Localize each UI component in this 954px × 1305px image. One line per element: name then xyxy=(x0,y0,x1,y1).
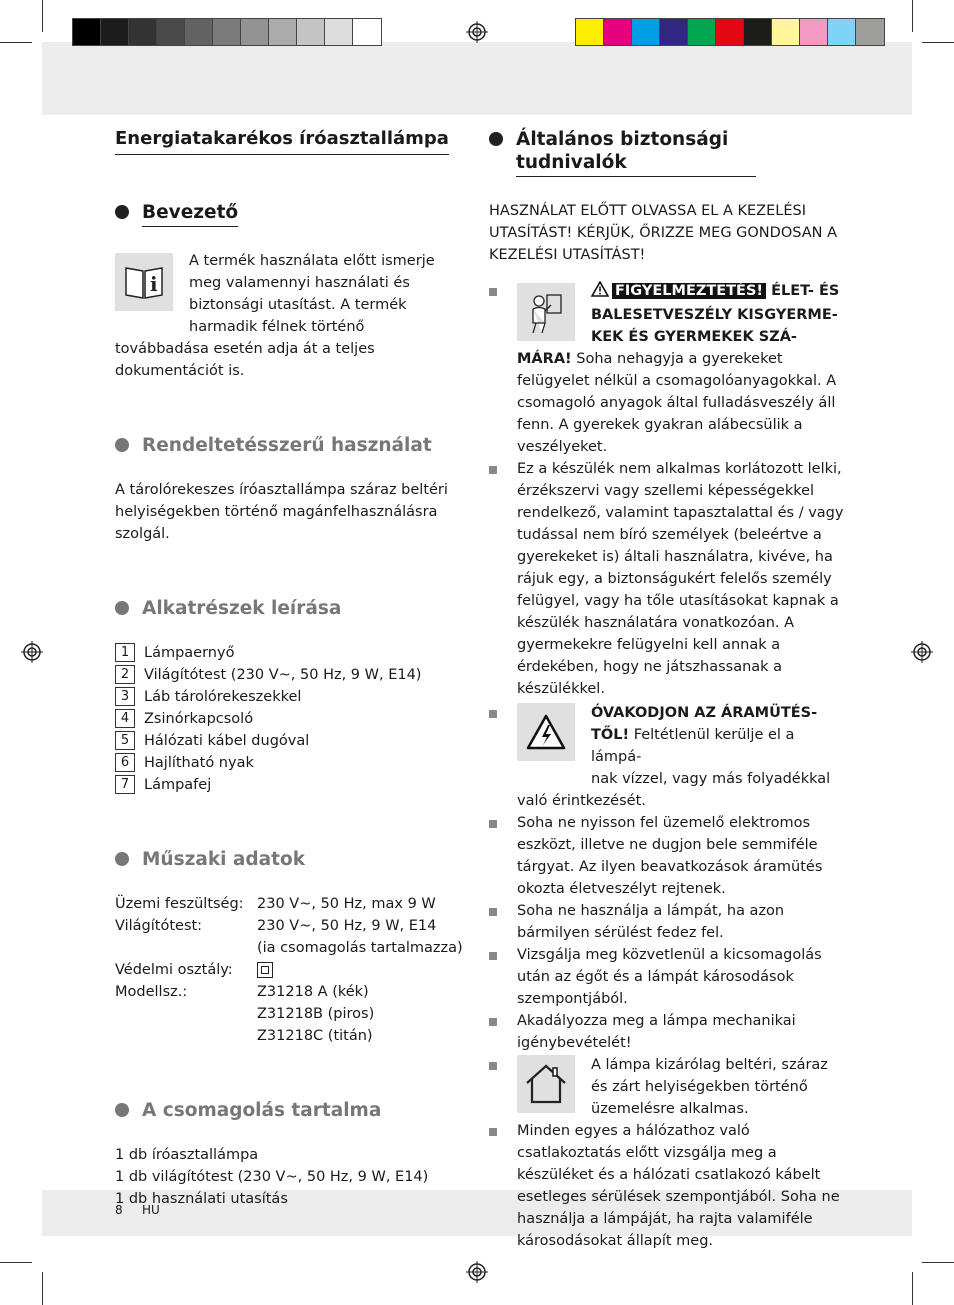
tech-table xyxy=(115,893,465,1047)
bullet-square-icon xyxy=(489,1128,497,1136)
list-item: Akadályozza meg a lámpa mechanikai igénybevételét! xyxy=(489,1010,844,1054)
package-list xyxy=(115,1144,465,1210)
child-warning-icon xyxy=(517,283,575,341)
manual-info-icon xyxy=(115,253,173,311)
bullet-square-icon xyxy=(489,820,497,828)
crop-mark xyxy=(0,42,32,43)
registration-mark-icon xyxy=(466,21,488,43)
bullet-square-icon xyxy=(489,952,497,960)
list-item: 5 Hálózati kábel dugóval xyxy=(115,730,465,752)
section-heading-intro: Bevezető xyxy=(115,201,465,227)
bullet-square-icon xyxy=(489,1062,497,1070)
registration-mark-icon xyxy=(911,641,933,663)
intro-block xyxy=(115,250,465,338)
list-item: Vizsgálja meg közvetlenül a kicsomagolás után az égőt és a lámpát károsodások szempontjából. xyxy=(489,944,844,1010)
table-row: (ia csomagolás tartalmazza) xyxy=(257,939,463,956)
list-item: 4 Zsinórkapcsoló xyxy=(115,708,465,730)
indoor-house-icon xyxy=(517,1055,575,1113)
table-row: Z31218C (titán) xyxy=(257,1027,373,1044)
crop-mark xyxy=(0,1262,32,1263)
page-number: 8 xyxy=(115,1203,123,1217)
left-column xyxy=(115,128,465,1210)
list-item: 6 Hajlítható nyak xyxy=(115,752,465,774)
warning-triangle-icon xyxy=(591,281,609,304)
list-item: Soha ne használja a lámpát, ha azon bármilyen sérülést fedez fel. xyxy=(489,900,844,944)
right-column xyxy=(489,128,844,1252)
list-item: 7 Lámpafej xyxy=(115,774,465,796)
language-code: HU xyxy=(142,1203,160,1217)
section-heading-safety: Általános biztonsági tudnivalók xyxy=(489,128,844,177)
section-heading-package: A csomagolás tartalma xyxy=(115,1099,465,1122)
read-instructions-caps: HASZNÁLAT ELŐTT OLVASSA EL A KEZELÉSI UTASÍTÁST! KÉRJÜK, ŐRIZZE MEG GONDOSAN A KEZELÉSI UTASÍTÁST! xyxy=(489,203,837,263)
usage-text: A tárolórekeszes íróasztallámpa száraz beltéri helyiségekben történő magánfelhasználásra szolgál. xyxy=(115,481,448,542)
parts-list xyxy=(115,642,465,796)
list-item: 1 db íróasztallámpa xyxy=(115,1146,259,1163)
intro-text: A termék használata előtt ismerje meg valamennyi használati és biztonsági utasítást. A termék harmadik félnek történő xyxy=(189,252,435,335)
bullet-dot-icon xyxy=(115,438,129,452)
bullet-dot-icon xyxy=(115,601,129,615)
list-item: FIGYELMEZTETÉS! ÉLET- ÉS BALESETVESZÉLY KISGYERME- KEK ÉS GYERMEKEK SZÁ- MÁRA! Soha nehagyja a gyerekeket felügyelet nélkül a csomagolóanyagokkal. A csomagoló anyagok által fulladásveszély áll fenn. A gyerekek gyakran alábecsülik a veszélyeket. xyxy=(489,280,844,458)
section-heading-usage: Rendeltetésszerű használat xyxy=(115,434,465,457)
list-item: Minden egyes a hálózathoz való csatlakoztatás előtt vizsgálja meg a készüléket és a hálózati csatlakozó kábelt esetleges sérülések szempontjából. Soha ne használja a lámpáját, ha rajta valamiféle károsodásokat állapít meg. xyxy=(489,1120,844,1252)
greyscale-swatches xyxy=(72,18,382,46)
list-item: 1 db használati utasítás xyxy=(115,1190,288,1207)
list-item: 2 Világítótest (230 V~, 50 Hz, 9 W, E14) xyxy=(115,664,465,686)
bullet-square-icon xyxy=(489,710,497,718)
list-item: 1 Lámpaernyő xyxy=(115,642,465,664)
table-row: Modellsz.: Z31218 A (kék) xyxy=(115,983,369,1000)
table-row: Világítótest: 230 V~, 50 Hz, 9 W, E14 xyxy=(115,917,437,934)
protection-class-ii-icon xyxy=(257,962,273,978)
section-heading-tech: Műszaki adatok xyxy=(115,848,465,871)
intro-text-cont: továbbadása esetén adja át a teljes dokumentációt is. xyxy=(115,340,375,379)
table-row: Z31218B (piros) xyxy=(257,1005,375,1022)
bullet-dot-icon xyxy=(115,1103,129,1117)
bullet-dot-icon xyxy=(489,132,503,146)
section-heading-parts: Alkatrészek leírása xyxy=(115,597,465,620)
bullet-square-icon xyxy=(489,908,497,916)
crop-mark xyxy=(42,0,43,32)
crop-mark xyxy=(912,1272,913,1305)
svg-text:i: i xyxy=(150,271,158,296)
list-item: A lámpa kizárólag beltéri, száraz és zárt helyiségekben történő üzemelésre alkalmas. xyxy=(489,1054,844,1120)
registration-mark-icon xyxy=(21,641,43,663)
bullet-dot-icon xyxy=(115,205,129,219)
crop-mark xyxy=(922,42,954,43)
list-item: ÓVAKODJON AZ ÁRAMÜTÉS- TŐL! Feltétlenül kerülje el a lámpá- nak vízzel, vagy más folyadékkal való érintkezését. xyxy=(489,702,844,812)
table-row: Védelmi osztály: xyxy=(115,959,465,981)
list-item: 3 Láb tárolórekeszekkel xyxy=(115,686,465,708)
header-band xyxy=(42,42,912,115)
bullet-square-icon xyxy=(489,1018,497,1026)
bullet-dot-icon xyxy=(115,852,129,866)
list-item: Soha ne nyisson fel üzemelő elektromos eszközt, illetve ne dugjon bele semmiféle tárgyat. Az ilyen beavatkozások áramütés okozta életveszélyt rejtenek. xyxy=(489,812,844,900)
crop-mark xyxy=(922,1262,954,1263)
warning-label: FIGYELMEZTETÉS! xyxy=(612,283,766,299)
page-title: Energiatakarékos íróasztallámpa xyxy=(115,128,449,155)
bullet-square-icon xyxy=(489,288,497,296)
list-item: Ez a készülék nem alkalmas korlátozott lelki, érzékszervi vagy szellemi képességekkel rendelkező, valamint tapasztalattal és / vagy tudással nem bíró személyek (beleértve a gyerekeket is) általi használatra, kivéve, ha rájuk egy, a biztonságukért felelős személy felügyel, vagy ha tőle utasításokat kapnak a készülék használatára vonatkozóan. A gyermekekre felügyelni kell annak a érdekében, hogy ne játszhassanak a készülékkel. xyxy=(489,458,844,700)
bullet-square-icon xyxy=(489,466,497,474)
table-row: Üzemi feszültség: 230 V~, 50 Hz, max 9 W xyxy=(115,895,436,912)
registration-mark-icon xyxy=(466,1261,488,1283)
list-item: 1 db világítótest (230 V~, 50 Hz, 9 W, E14) xyxy=(115,1168,429,1185)
electric-shock-warning-icon xyxy=(517,703,575,761)
crop-mark xyxy=(912,0,913,32)
color-swatches xyxy=(575,18,885,46)
crop-mark xyxy=(42,1272,43,1305)
